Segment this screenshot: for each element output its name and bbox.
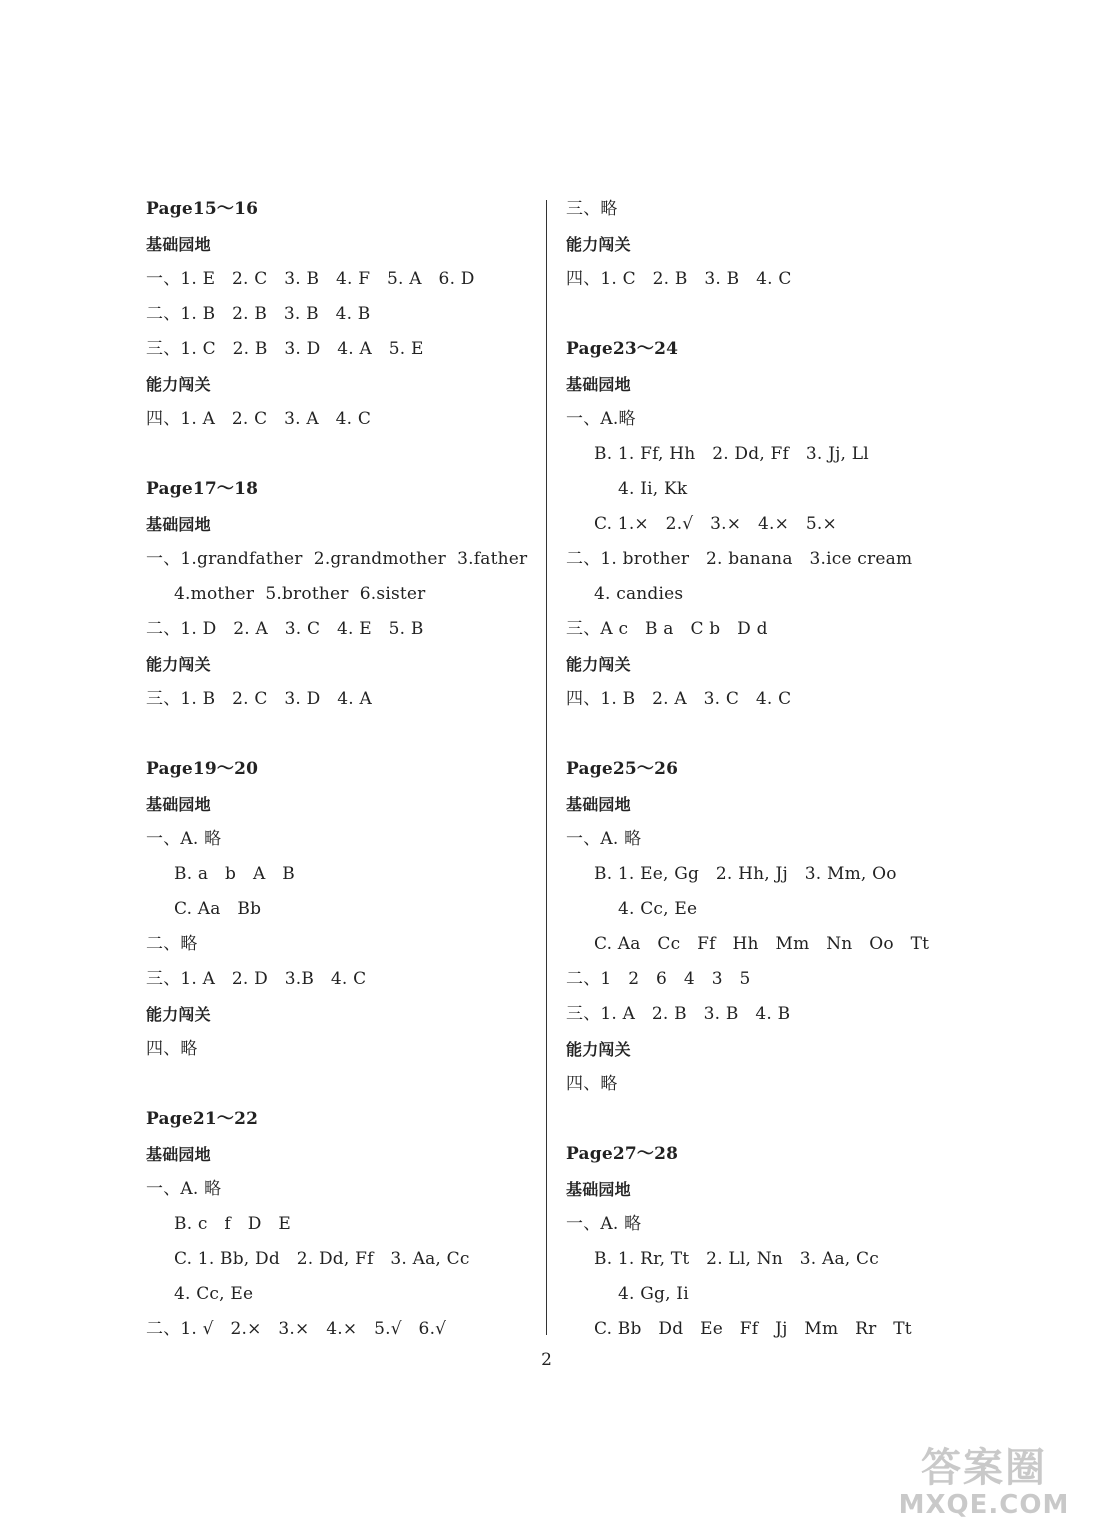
watermark-bottom-text: MXQE.COM bbox=[898, 1490, 1070, 1520]
answer-line: B. 1. Rr, Tt 2. Ll, Nn 3. Aa, Cc bbox=[594, 1249, 879, 1269]
section-gap bbox=[566, 1102, 986, 1137]
answer-line: 二、1. B 2. B 3. B 4. B bbox=[146, 304, 371, 324]
subsection-label: 基础园地 bbox=[146, 515, 211, 534]
subsection-label: 能力闯关 bbox=[146, 375, 211, 394]
answer-line: 二、1. brother 2. banana 3.ice cream bbox=[566, 549, 913, 569]
answer-line: 四、1. A 2. C 3. A 4. C bbox=[146, 409, 372, 429]
right-answer-column bbox=[566, 192, 986, 1347]
answer-line: 四、1. B 2. A 3. C 4. C bbox=[566, 689, 792, 709]
answer-line: 一、A.略 bbox=[566, 409, 636, 429]
answer-line: B. c f D E bbox=[174, 1214, 291, 1234]
answer-line: 三、1. B 2. C 3. D 4. A bbox=[146, 689, 372, 709]
answer-line: 四、略 bbox=[146, 1039, 198, 1059]
subsection-label: 能力闯关 bbox=[146, 1005, 211, 1024]
answer-line: 4. Gg, Ii bbox=[618, 1284, 689, 1304]
section-gap bbox=[146, 437, 526, 472]
subsection-label: 能力闯关 bbox=[566, 1040, 631, 1059]
answer-line: 一、A. 略 bbox=[146, 829, 222, 849]
section-heading: Page17～18 bbox=[146, 479, 259, 499]
watermark-logo bbox=[889, 1446, 1079, 1526]
section-heading: Page27～28 bbox=[566, 1144, 679, 1164]
answer-line: 4. Cc, Ee bbox=[174, 1284, 254, 1304]
answer-line: 三、1. A 2. B 3. B 4. B bbox=[566, 1004, 791, 1024]
answer-line: 二、1 2 6 4 3 5 bbox=[566, 969, 751, 989]
section-gap bbox=[566, 297, 986, 332]
subsection-label: 基础园地 bbox=[566, 375, 631, 394]
answer-line: 四、略 bbox=[566, 1074, 618, 1094]
watermark-top-text: 答案圈 bbox=[921, 1445, 1047, 1491]
answer-line: 一、1.grandfather 2.grandmother 3.father bbox=[146, 549, 528, 569]
section-gap bbox=[566, 717, 986, 752]
section-heading: Page23～24 bbox=[566, 339, 679, 359]
section-heading: Page21～22 bbox=[146, 1109, 259, 1129]
answer-line: 二、略 bbox=[146, 934, 198, 954]
section-heading: Page19～20 bbox=[146, 759, 259, 779]
answer-line: 4.mother 5.brother 6.sister bbox=[174, 584, 426, 604]
column-divider bbox=[546, 200, 547, 1335]
answer-line: C. 1.× 2.√ 3.× 4.× 5.× bbox=[594, 514, 837, 534]
subsection-label: 基础园地 bbox=[146, 1145, 211, 1164]
subsection-label: 能力闯关 bbox=[146, 655, 211, 674]
answer-line: 三、1. A 2. D 3.B 4. C bbox=[146, 969, 367, 989]
section-gap bbox=[146, 717, 526, 752]
answer-line: 一、A. 略 bbox=[566, 1214, 642, 1234]
answer-line: 一、A. 略 bbox=[146, 1179, 222, 1199]
answer-line: C. Aa Cc Ff Hh Mm Nn Oo Tt bbox=[594, 934, 930, 954]
answer-line: 4. Ii, Kk bbox=[618, 479, 688, 499]
section-heading: Page25～26 bbox=[566, 759, 679, 779]
answer-line: 一、A. 略 bbox=[566, 829, 642, 849]
answer-line: C. 1. Bb, Dd 2. Dd, Ff 3. Aa, Cc bbox=[174, 1249, 470, 1269]
answer-line: 二、1. D 2. A 3. C 4. E 5. B bbox=[146, 619, 424, 639]
subsection-label: 基础园地 bbox=[566, 795, 631, 814]
subsection-label: 能力闯关 bbox=[566, 235, 631, 254]
answer-line: B. a b A B bbox=[174, 864, 295, 884]
answer-line: 四、1. C 2. B 3. B 4. C bbox=[566, 269, 792, 289]
subsection-label: 基础园地 bbox=[146, 235, 211, 254]
answer-line: 三、1. C 2. B 3. D 4. A 5. E bbox=[146, 339, 424, 359]
section-heading: Page15～16 bbox=[146, 199, 259, 219]
answer-line: 一、1. E 2. C 3. B 4. F 5. A 6. D bbox=[146, 269, 475, 289]
subsection-label: 基础园地 bbox=[146, 795, 211, 814]
left-answer-column bbox=[146, 192, 526, 1347]
page-number: 2 bbox=[541, 1350, 552, 1370]
answer-line: 二、1. √ 2.× 3.× 4.× 5.√ 6.√ bbox=[146, 1319, 447, 1339]
answer-line: 4. Cc, Ee bbox=[618, 899, 698, 919]
answer-line: 三、A c B a C b D d bbox=[566, 619, 768, 639]
answer-line: C. Bb Dd Ee Ff Jj Mm Rr Tt bbox=[594, 1319, 912, 1339]
answer-line: B. 1. Ee, Gg 2. Hh, Jj 3. Mm, Oo bbox=[594, 864, 897, 884]
answer-line: 4. candies bbox=[594, 584, 684, 604]
answer-line: 三、略 bbox=[566, 199, 618, 219]
answer-line: B. 1. Ff, Hh 2. Dd, Ff 3. Jj, Ll bbox=[594, 444, 869, 464]
subsection-label: 能力闯关 bbox=[566, 655, 631, 674]
answer-line: C. Aa Bb bbox=[174, 899, 262, 919]
subsection-label: 基础园地 bbox=[566, 1180, 631, 1199]
section-gap bbox=[146, 1067, 526, 1102]
